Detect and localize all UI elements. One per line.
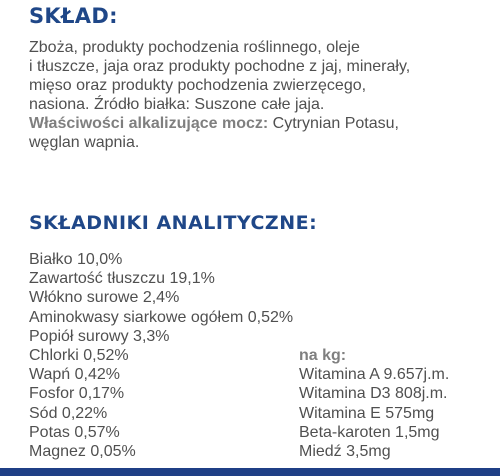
analytical-item: Białko 10,0% xyxy=(29,251,123,268)
composition-line: i tłuszcze, jaja oraz produkty pochodne z jaj, minerały, xyxy=(29,58,411,75)
vitamin-item: Miedź 3,5mg xyxy=(299,443,391,461)
analytical-item: Fosfor 0,17% xyxy=(29,385,125,403)
analytical-item: Sód 0,22% xyxy=(29,404,108,422)
analytical-item: Popiół surowy 3,3% xyxy=(29,327,170,345)
analytical-item: Potas 0,57% xyxy=(29,423,120,441)
analytical-item: Aminokwasy siarkowe ogółem 0,52% xyxy=(29,308,294,326)
analytical-list xyxy=(29,250,293,461)
vitamin-item: Witamina A 9.657j.m. xyxy=(299,366,450,384)
analytical-item: Zawartość tłuszczu 19,1% xyxy=(29,270,215,288)
vitamins-heading: na kg: xyxy=(299,347,347,364)
composition-line: nasiona. Źródło białka: Suszone całe jaja. xyxy=(29,96,325,113)
analytical-item: Magnez 0,05% xyxy=(29,443,136,461)
alkaline-line xyxy=(29,114,489,133)
alkaline-line-2: węglan wapnia. xyxy=(29,134,140,151)
composition-line: mięso oraz produkty pochodzenia zwierzęcego, xyxy=(29,77,367,94)
bottom-bar xyxy=(0,468,500,476)
analytical-item: Chlorki 0,52% xyxy=(29,347,129,365)
analytical-item: Wapń 0,42% xyxy=(29,366,121,384)
composition-heading: SKŁAD: xyxy=(29,4,118,28)
alkaline-text: Cytrynian Potasu, xyxy=(268,115,399,132)
vitamins-list xyxy=(299,346,449,461)
composition-line: Zboża, produkty pochodzenia roślinnego, oleje xyxy=(29,39,360,56)
analytical-item: Włókno surowe 2,4% xyxy=(29,289,180,307)
alkaline-label: Właściwości alkalizujące mocz: xyxy=(29,115,269,132)
vitamin-item: Witamina E 575mg xyxy=(299,404,435,422)
composition-paragraph xyxy=(29,38,489,152)
vitamin-item: Witamina D3 808j.m. xyxy=(299,385,448,403)
analytical-heading: SKŁADNIKI ANALITYCZNE: xyxy=(29,212,318,234)
vitamin-item: Beta-karoten 1,5mg xyxy=(299,423,440,441)
